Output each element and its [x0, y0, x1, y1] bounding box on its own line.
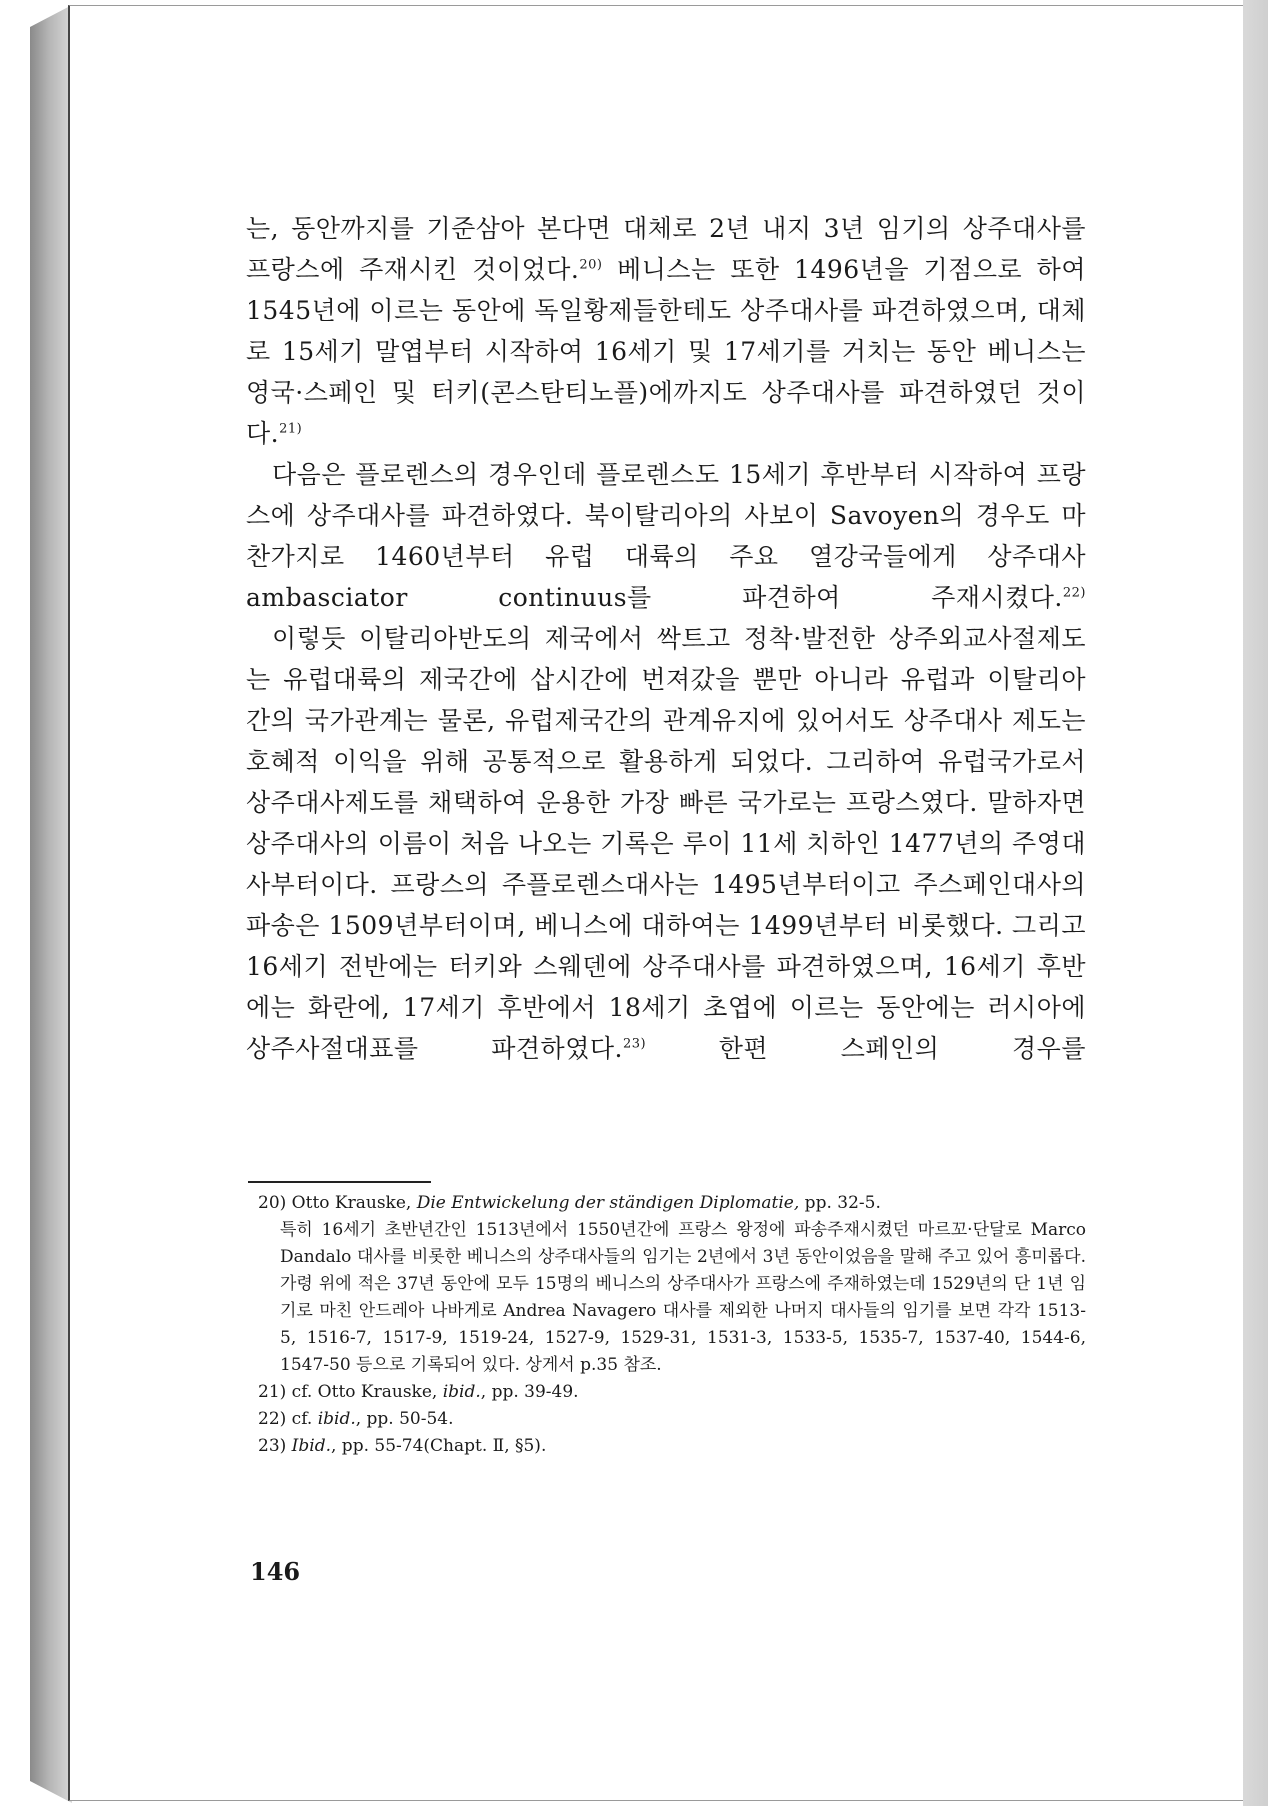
footnote-ref-23: 23) [622, 1036, 647, 1052]
footnote-22-pages: , pp. 50-54. [355, 1409, 454, 1429]
paragraph-2 [246, 454, 1086, 618]
paragraph-3-tail: 한편 스페인의 경우를 [646, 1034, 1086, 1063]
footnote-20-pages: pp. 32-5. [799, 1193, 881, 1213]
footnote-22 [258, 1406, 1086, 1433]
footnote-23-pages: , pp. 55-74(Chapt. Ⅱ, §5). [331, 1436, 547, 1456]
paragraph-1-tail: 베니스는 또한 1496년을 기점으로 하여 1545년에 이르는 동안에 독일황제들한테도 상주대사를 파견하였으며, 대체로 15세기 말엽부터 시작하여 16세기 및 17세기를 거치는 동안 베니스는 영국·스페인 및 터키(콘스탄티노플)에까지도 상주대사를 파견하였던 것이다. [246, 255, 1086, 448]
background-edge [1243, 0, 1268, 1806]
footnote-20-title: Die Entwickelung der ständigen Diplomatie, [416, 1193, 800, 1213]
footnote-20-number: 20) [258, 1193, 287, 1213]
footnote-20 [258, 1190, 1086, 1217]
footnotes [258, 1190, 1086, 1460]
footnote-divider [248, 1181, 431, 1183]
paragraph-1 [246, 208, 1086, 454]
paragraph-1-text: 는, 동안까지를 기준삼아 본다면 대체로 2년 내지 3년 임기의 상주대사를 프랑스에 주재시킨 것이었다. [246, 214, 1086, 284]
footnote-21-title: ibid. [442, 1382, 481, 1402]
paragraph-2-text: 다음은 플로렌스의 경우인데 플로렌스도 15세기 후반부터 시작하여 프랑스에 상주대사를 파견하였다. 북이탈리아의 사보이 Savoyen의 경우도 마찬가지로 1460년부터 유럽 대륙의 주요 열강국들에게 상주대사 ambasciator continuus를 파견하여 주재시켰다. [246, 460, 1086, 612]
book-spine [30, 5, 72, 1803]
footnote-22-number: 22) [258, 1409, 287, 1429]
footnote-23-title: Ibid. [291, 1436, 331, 1456]
footnote-23-number: 23) [258, 1436, 287, 1456]
footnote-21-pre: cf. Otto Krauske, [291, 1382, 443, 1402]
paragraph-3-text: 이렇듯 이탈리아반도의 제국에서 싹트고 정착·발전한 상주외교사절제도는 유럽대륙의 제국간에 삽시간에 번져갔을 뿐만 아니라 유럽과 이탈리아 간의 국가관계는 물론, 유럽제국간의 관계유지에 있어서도 상주대사 제도는 호혜적 이익을 위해 공통적으로 활용하게 되었다. 그리하여 유럽국가로서 상주대사제도를 채택하여 운용한 가장 빠른 국가로는 프랑스였다. 말하자면 상주대사의 이름이 처음 나오는 기록은 루이 11세 치하인 1477년의 주영대사부터이다. 프랑스의 주플로렌스대사는 1495년부터이고 주스페인대사의 파송은 1509년부터이며, 베니스에 대하여는 1499년부터 비롯했다. 그리고 16세기 전반에는 터키와 스웨덴에 상주대사를 파견하였으며, 16세기 후반에는 화란에, 17세기 후반에서 18세기 초엽에 이르는 동안에는 러시아에 상주사절대표를 파견하였다. [246, 624, 1087, 1063]
footnote-21-number: 21) [258, 1382, 287, 1402]
footnote-21 [258, 1379, 1086, 1406]
footnote-21-pages: , pp. 39-49. [480, 1382, 579, 1402]
footnote-ref-22: 22) [1062, 585, 1086, 601]
footnote-ref-20: 20) [579, 257, 603, 273]
body-text [246, 208, 1086, 1069]
footnote-22-title: ibid. [317, 1409, 356, 1429]
paragraph-3 [246, 618, 1086, 1069]
page-number: 146 [250, 1557, 301, 1586]
footnote-23 [258, 1433, 1086, 1460]
footnote-20-body: 특히 16세기 초반년간인 1513년에서 1550년간에 프랑스 왕정에 파송주재시켰던 마르꼬·단달로 Marco Dandalo 대사를 비롯한 베니스의 상주대사들의 임기는 2년에서 3년 동안이었음을 말해 주고 있어 흥미롭다. 가령 위에 적은 37년 동안에 모두 15명의 베니스의 상주대사가 프랑스에 주재하였는데 1529년의 단 1년 임기로 마친 안드레아 나바게로 Andrea Navagero 대사를 제외한 나머지 대사들의 임기를 보면 각각 1513-5, 1516-7, 1517-9, 1519-24, 1527-9, 1529-31, 1531-3, 1533-5, 1535-7, 1537-40, 1544-6, 1547-50 등으로 기록되어 있다. 상게서 p.35 참조. [280, 1220, 1086, 1375]
footnote-20-author: Otto Krauske, [291, 1193, 417, 1213]
footnote-ref-21: 21) [279, 421, 303, 437]
footnote-22-pre: cf. [291, 1409, 318, 1429]
